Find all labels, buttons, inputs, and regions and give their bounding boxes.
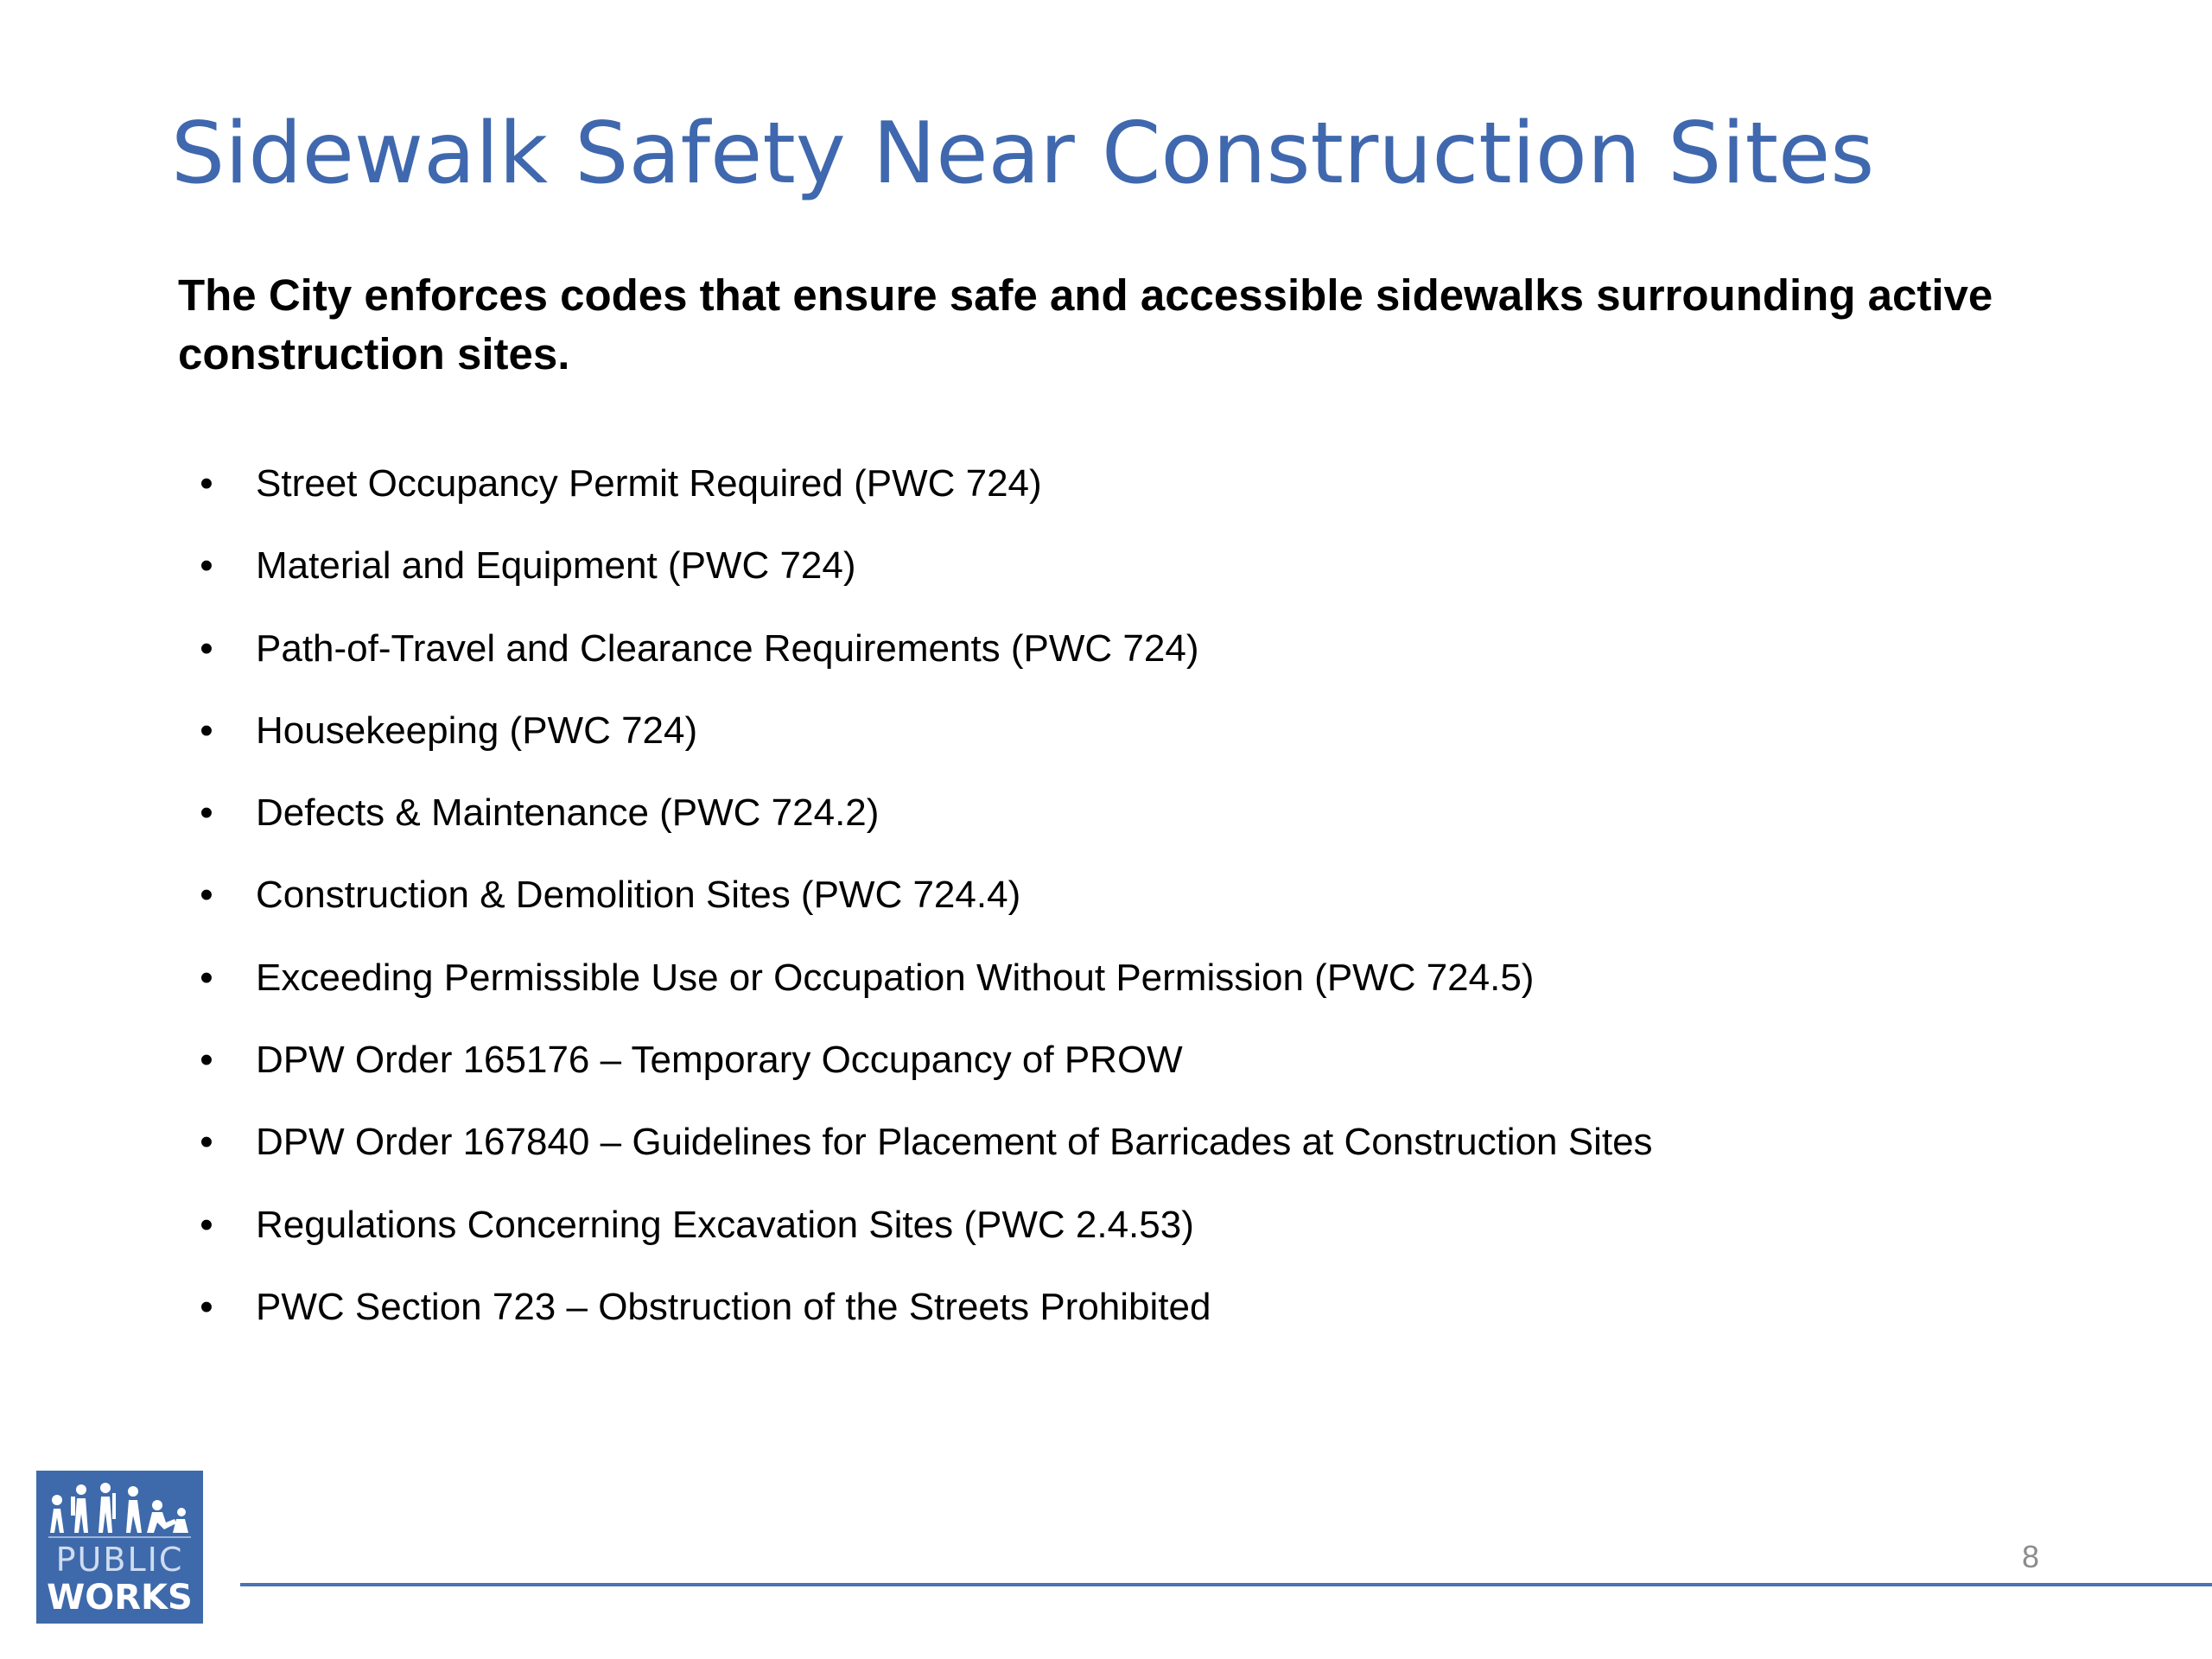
bullet-dot-icon: • (200, 1121, 213, 1164)
bullet-text: PWC Section 723 – Obstruction of the Streets Prohibited (256, 1285, 1211, 1328)
bullet-text: Street Occupancy Permit Required (PWC 724) (256, 462, 1042, 505)
slide-title: Sidewalk Safety Near Construction Sites (171, 105, 1875, 203)
slide-intro: The City enforces codes that ensure safe and accessible sidewalks surrounding active construction sites. (178, 270, 1993, 378)
bullet-text: DPW Order 165176 – Temporary Occupancy of PROW (256, 1039, 1183, 1082)
bullet-text: Construction & Demolition Sites (PWC 724.4) (256, 874, 1021, 917)
bullet-text: Path-of-Travel and Clearance Requirements (PWC 724) (256, 626, 1199, 670)
workers-silhouette-icon (36, 1471, 203, 1541)
bullet-dot-icon: • (200, 1203, 213, 1246)
bullet-text: Regulations Concerning Excavation Sites (PWC 2.4.53) (256, 1203, 1194, 1246)
footer-divider (240, 1583, 2212, 1586)
bullet-text: Exceeding Permissible Use or Occupation Without Permission (PWC 724.5) (256, 956, 1535, 999)
bullet-dot-icon: • (200, 709, 213, 752)
bullet-text: Housekeeping (PWC 724) (256, 709, 698, 752)
bullet-dot-icon: • (200, 626, 213, 670)
bullet-text: Defects & Maintenance (PWC 724.2) (256, 791, 880, 835)
public-works-logo (36, 1471, 203, 1624)
bullet-dot-icon: • (200, 874, 213, 917)
bullet-dot-icon: • (200, 956, 213, 999)
logo-public-text: PUBLIC (55, 1541, 184, 1579)
bullet-dot-icon: • (200, 1285, 213, 1328)
bullet-text: Material and Equipment (PWC 724) (256, 544, 856, 588)
bullet-dot-icon: • (200, 544, 213, 588)
bullet-dot-icon: • (200, 791, 213, 835)
logo-works-text: WORKS (47, 1578, 193, 1618)
bullet-dot-icon: • (200, 462, 213, 505)
bullet-text: DPW Order 167840 – Guidelines for Placement of Barricades at Construction Sites (256, 1121, 1653, 1164)
bullet-dot-icon: • (200, 1039, 213, 1082)
page-number: 8 (2021, 1539, 2040, 1574)
